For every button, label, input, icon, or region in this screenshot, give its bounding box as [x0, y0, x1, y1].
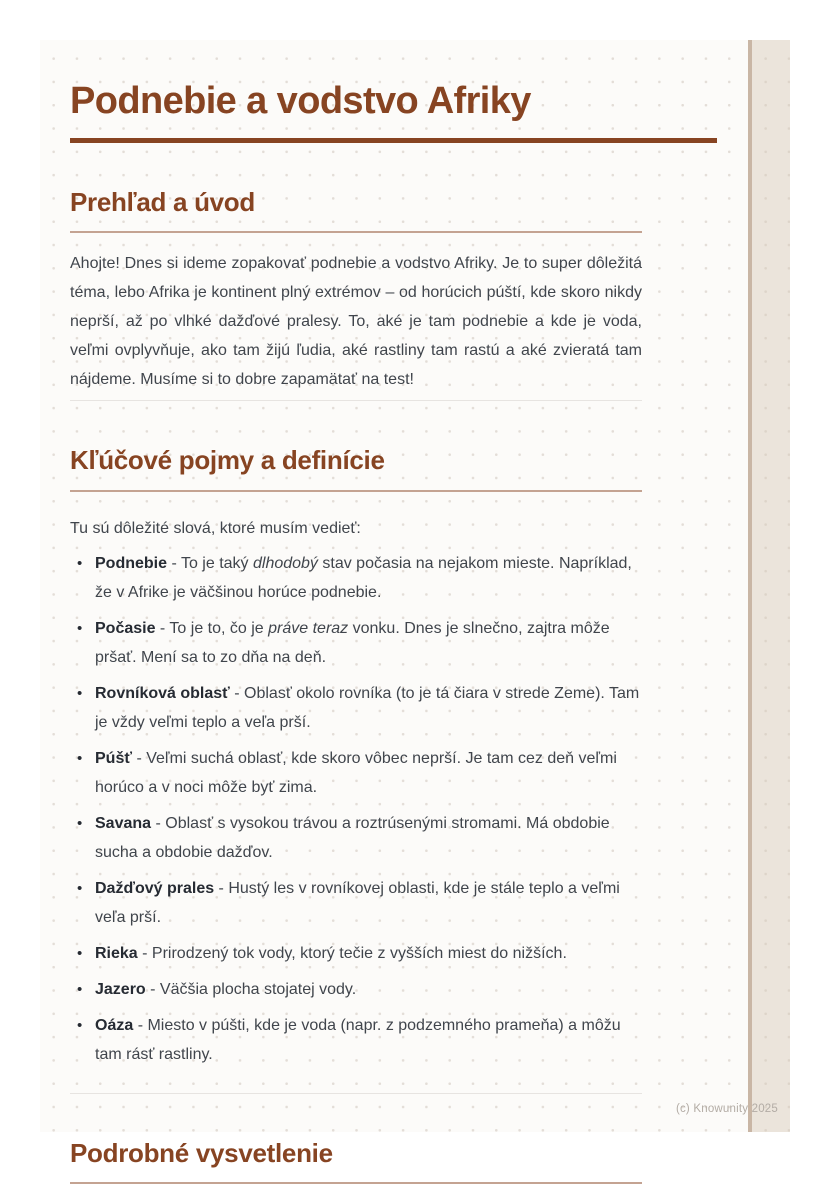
term-text-before: Prirodzený tok vody, ktorý tečie z vyšších miest do nižších. [151, 944, 567, 962]
term-name: Savana [95, 814, 152, 832]
term-separator: - [133, 1016, 148, 1034]
term-definition [95, 874, 642, 932]
section-intro [70, 186, 642, 402]
bullet-icon: • [77, 684, 83, 702]
page-title: Podnebie a vodstvo Afriky [70, 80, 531, 122]
term-separator: - [132, 749, 147, 767]
term-definition [95, 549, 642, 607]
title-rule [70, 138, 717, 143]
bullet-icon: • [77, 749, 83, 767]
term-name: Jazero [95, 980, 146, 998]
section-detail [70, 1137, 642, 1184]
term-text-before: Oblasť okolo rovníka (to je tá čiara v strede Zeme). Tam je vždy veľmi teplo a veľa prší. [95, 684, 640, 731]
bullet-icon: • [77, 980, 83, 998]
term-text-italic: práve teraz [268, 619, 349, 637]
bullet-icon: • [77, 879, 83, 897]
list-item [70, 614, 642, 672]
term-text-before: Väčšia plocha stojatej vody. [159, 980, 357, 998]
bullet-icon: • [77, 554, 83, 572]
term-definition [95, 614, 642, 672]
term-text-after: vonku. Dnes je slnečno, zajtra môže pršať. Mení sa to zo dňa na deň. [95, 619, 610, 666]
document-page [40, 40, 790, 1168]
list-item [70, 975, 642, 1004]
bullet-icon: • [77, 814, 83, 832]
copyright-note: (c) Knowunity 2025 [675, 1103, 778, 1115]
intro-paragraph: Ahojte! Dnes si ideme zopakovať podnebie a vodstvo Afriky. Je to super dôležitá téma, lebo Afrika je kontinent plný extrémov – od horúcich púští, kde skoro nikdy neprší, až po vlhké dažďové pralesy. To, aké je tam podnebie a kde je voda, veľmi ovplyvňuje, ako tam žijú ľudia, aké rastliny tam rastú a aké zvieratá tam nájdeme. Musíme si to dobre zapamätať na test! [70, 255, 642, 389]
term-text-before: Oblasť s vysokou trávou a roztrúsenými stromami. Má obdobie sucha a obdobie dažďov. [95, 814, 610, 861]
list-item [70, 874, 642, 932]
term-definition [95, 939, 642, 968]
term-separator: - [229, 684, 245, 702]
term-definition [95, 1011, 642, 1069]
page-edge-strip [748, 40, 790, 1132]
term-definition [95, 975, 642, 1004]
list-item [70, 549, 642, 607]
section-divider [70, 400, 642, 401]
term-definition [95, 809, 642, 867]
term-text-before: Veľmi suchá oblasť, kde skoro vôbec neprší. Je tam cez deň veľmi horúco a v noci môže byť zima. [95, 749, 617, 796]
bullet-icon: • [77, 619, 83, 637]
term-text-before: To je taký [180, 554, 253, 572]
terms-intro-line: Tu sú dôležité slová, ktoré musím vedieť: [70, 519, 361, 537]
section-heading-terms: Kľúčové pojmy a definície [70, 444, 642, 492]
list-item [70, 809, 642, 867]
term-name: Rieka [95, 944, 138, 962]
bullet-icon: • [77, 944, 83, 962]
terms-list [70, 549, 642, 1069]
term-text-italic: dlhodobý [252, 554, 318, 572]
section-heading-intro: Prehľad a úvod [70, 186, 642, 234]
page-content [70, 40, 717, 1184]
list-item [70, 744, 642, 802]
term-name: Dažďový prales [95, 879, 215, 897]
term-name: Oáza [95, 1016, 134, 1034]
section-heading-detail: Podrobné vysvetlenie [70, 1137, 642, 1184]
list-item [70, 679, 642, 737]
term-definition [95, 744, 642, 802]
term-text-before: Hustý les v rovníkovej oblasti, kde je stále teplo a veľmi veľa prší. [95, 879, 620, 926]
term-definition [95, 679, 642, 737]
bullet-icon: • [77, 1016, 83, 1034]
term-name: Podnebie [95, 554, 168, 572]
list-item [70, 939, 642, 968]
term-separator: - [214, 879, 229, 897]
term-name: Rovníková oblasť [95, 684, 230, 702]
term-text-before: To je to, čo je [169, 619, 269, 637]
term-separator: - [155, 619, 170, 637]
term-separator: - [145, 980, 160, 998]
term-separator: - [137, 944, 152, 962]
list-item [70, 1011, 642, 1069]
section-divider [70, 1093, 642, 1094]
term-separator: - [151, 814, 166, 832]
term-text-after: stav počasia na nejakom mieste. Napríklad, že v Afrike je väčšinou horúce podnebie. [95, 554, 632, 601]
term-separator: - [167, 554, 181, 572]
term-name: Púšť [95, 749, 133, 767]
term-name: Počasie [95, 619, 156, 637]
section-terms [70, 444, 642, 1094]
term-text-before: Miesto v púšti, kde je voda (napr. z podzemného prameňa) a môžu tam rásť rastliny. [95, 1016, 621, 1063]
